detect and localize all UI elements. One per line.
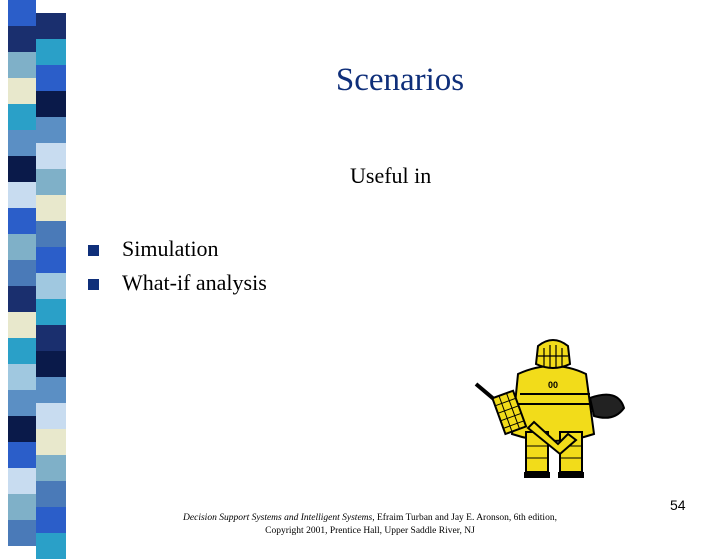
stripe-block	[8, 260, 36, 286]
stripe-block	[8, 494, 36, 520]
stripe-block	[8, 234, 36, 260]
stripe-block	[36, 247, 66, 273]
stripe-block	[36, 117, 66, 143]
bullet-item	[88, 232, 267, 266]
stripe-block	[8, 312, 36, 338]
footer-credits: , Efraim Turban and Jay E. Aronson, 6th edition,	[372, 513, 557, 523]
stripe-block	[8, 442, 36, 468]
stripe-block	[8, 416, 36, 442]
stripe-block	[8, 78, 36, 104]
stripe-block	[8, 468, 36, 494]
decorative-stripe	[0, 0, 66, 540]
stripe-block	[36, 429, 66, 455]
stripe-block	[8, 208, 36, 234]
stripe-block	[36, 195, 66, 221]
footer-book-title: Decision Support Systems and Intelligent Systems	[183, 513, 373, 523]
stripe-block	[8, 104, 36, 130]
stripe-block	[8, 286, 36, 312]
stripe-block	[36, 65, 66, 91]
stripe-block	[36, 351, 66, 377]
stripe-block	[36, 39, 66, 65]
stripe-block	[8, 26, 36, 52]
stripe-block	[36, 299, 66, 325]
stripe-block	[8, 182, 36, 208]
stripe-block	[36, 403, 66, 429]
bullet-text: Simulation	[122, 236, 219, 261]
stripe-block	[36, 377, 66, 403]
bullet-square-icon	[88, 279, 99, 290]
stripe-block	[8, 52, 36, 78]
slide-title: Scenarios	[335, 62, 465, 98]
stripe-block	[36, 325, 66, 351]
stripe-block	[36, 507, 66, 533]
footer-line-1	[150, 512, 590, 525]
stripe-block	[36, 13, 66, 39]
stripe-block	[8, 520, 36, 546]
stripe-block	[8, 130, 36, 156]
stripe-block	[36, 221, 66, 247]
stripe-block	[8, 338, 36, 364]
stripe-block	[36, 91, 66, 117]
page-number: 54	[670, 497, 686, 513]
bullet-item	[88, 266, 267, 300]
stripe-block	[36, 143, 66, 169]
stripe-block	[36, 533, 66, 559]
bullet-text: What-if analysis	[122, 270, 267, 295]
footer-line-2: Copyright 2001, Prentice Hall, Upper Saddle River, NJ	[265, 526, 475, 536]
stripe-block	[36, 481, 66, 507]
stripe-block	[8, 0, 36, 26]
hockey-goalie-icon	[468, 336, 638, 486]
slide-footer	[150, 512, 590, 538]
stripe-block	[8, 390, 36, 416]
bullet-square-icon	[88, 245, 99, 256]
slide-subtitle: Useful in	[350, 163, 432, 188]
stripe-block	[36, 273, 66, 299]
svg-text:00: 00	[548, 380, 559, 390]
stripe-block	[8, 364, 36, 390]
stripe-block	[36, 455, 66, 481]
stripe-block	[8, 156, 36, 182]
stripe-block	[36, 169, 66, 195]
bullet-list	[88, 232, 267, 300]
